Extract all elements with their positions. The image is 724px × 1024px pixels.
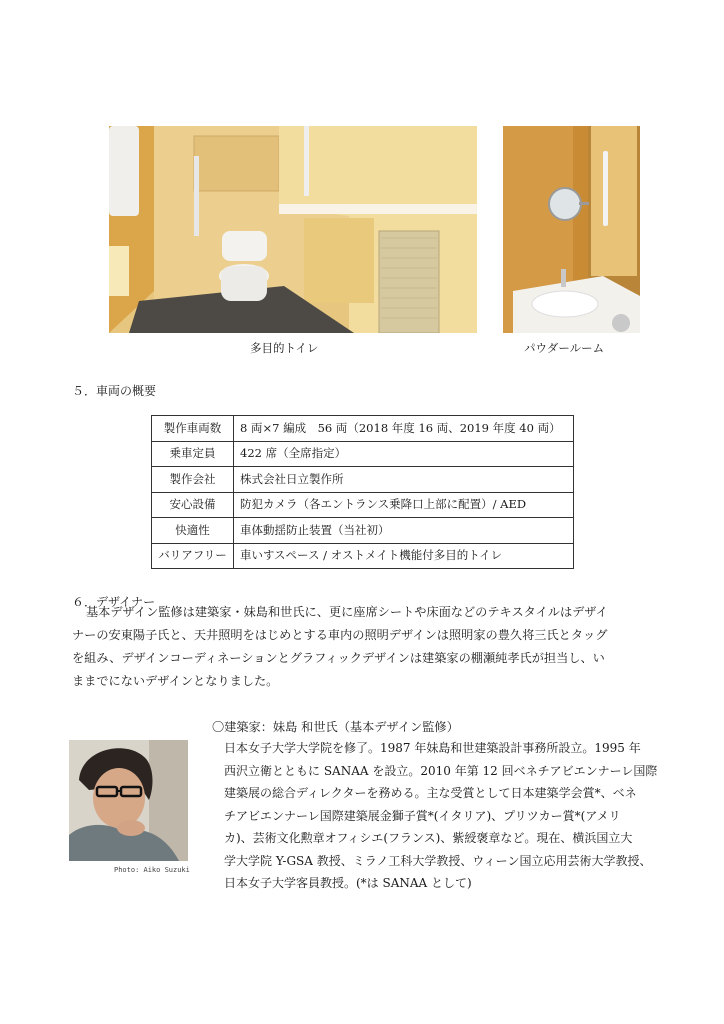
powder-room-photo-caption: パウダールーム xyxy=(524,341,605,355)
bio-line: 建築展の総合ディレクターを務める。主な受賞として日本建築学会賞*、ベネ xyxy=(224,786,637,800)
spec-label: バリアフリー xyxy=(152,543,234,569)
bio-line: 西沢立衛とともに SANAA を設立。2010 年第 12 回ベネチアビエンナーレ国際 xyxy=(224,763,658,778)
architect-heading: 〇建築家：妹島 和世氏（基本デザイン監修） xyxy=(212,720,459,734)
spec-label: 乗車定員 xyxy=(152,441,234,467)
bio-line: 学大学院 Y-GSA 教授、ミラノ工科大学教授、ウィーン国立応用芸術大学教授、 xyxy=(224,853,652,868)
bio-line: チアビエンナーレ国際建築展金獅子賞*(イタリア)、プリツカー賞*(アメリ xyxy=(224,808,621,823)
architect-portrait-photo xyxy=(69,740,188,861)
table-row xyxy=(152,416,574,442)
spec-label: 製作会社 xyxy=(152,467,234,493)
vehicle-spec-table xyxy=(151,415,574,569)
paragraph-line: を組み、デザインコーディネーションとグラフィックデザインは建築家の棚瀬純孝氏が担当し、い xyxy=(72,651,605,665)
spec-value: 株式会社日立製作所 xyxy=(234,467,574,493)
architect-bio xyxy=(224,737,657,895)
spec-value: 防犯カメラ（各エントランス乗降口上部に配置）/ AED xyxy=(234,492,574,518)
paragraph-line: ままでにないデザインとなりました。 xyxy=(72,674,279,688)
paragraph-line: ナーの安東陽子氏と、天井照明をはじめとする車内の照明デザインは照明家の豊久将三氏とタッグ xyxy=(72,628,608,642)
bio-line: 日本女子大学大学院を修了。1987 年妹島和世建築設計事務所設立。1995 年 xyxy=(224,741,641,755)
photo-credit: Photo: Aiko Suzuki xyxy=(114,866,190,874)
table-row xyxy=(152,441,574,467)
bio-line: カ)、芸術文化勲章オフィシエ(フランス)、紫綬褒章など。現在、横浜国立大 xyxy=(224,831,633,845)
spec-label: 安心設備 xyxy=(152,492,234,518)
spec-label: 製作車両数 xyxy=(152,416,234,442)
spec-value: 車体動揺防止装置（当社初） xyxy=(234,518,574,544)
table-row xyxy=(152,467,574,493)
paragraph-line: 基本デザイン監修は建築家・妹島和世氏に、更に座席シートや床面などのテキスタイルはデザイ xyxy=(86,605,608,619)
designer-paragraph xyxy=(72,601,652,693)
table-row xyxy=(152,492,574,518)
spec-label: 快適性 xyxy=(152,518,234,544)
table-row xyxy=(152,518,574,544)
toilet-photo-caption: 多目的トイレ xyxy=(250,341,319,355)
vehicle-overview-heading: ５．車両の概要 xyxy=(72,384,157,398)
spec-value: 車いすスペース / オストメイト機能付多目的トイレ xyxy=(234,543,574,569)
spec-value: 8 両×7 編成 56 両（2018 年度 16 両、2019 年度 40 両） xyxy=(234,416,574,442)
spec-value: 422 席（全席指定） xyxy=(234,441,574,467)
multipurpose-toilet-photo xyxy=(109,126,477,333)
powder-room-photo xyxy=(503,126,640,333)
designer-heading: ６．デザイナー xyxy=(72,595,156,609)
table-row xyxy=(152,543,574,569)
bio-line: 日本女子大学客員教授。(*は SANAA として) xyxy=(224,876,472,890)
